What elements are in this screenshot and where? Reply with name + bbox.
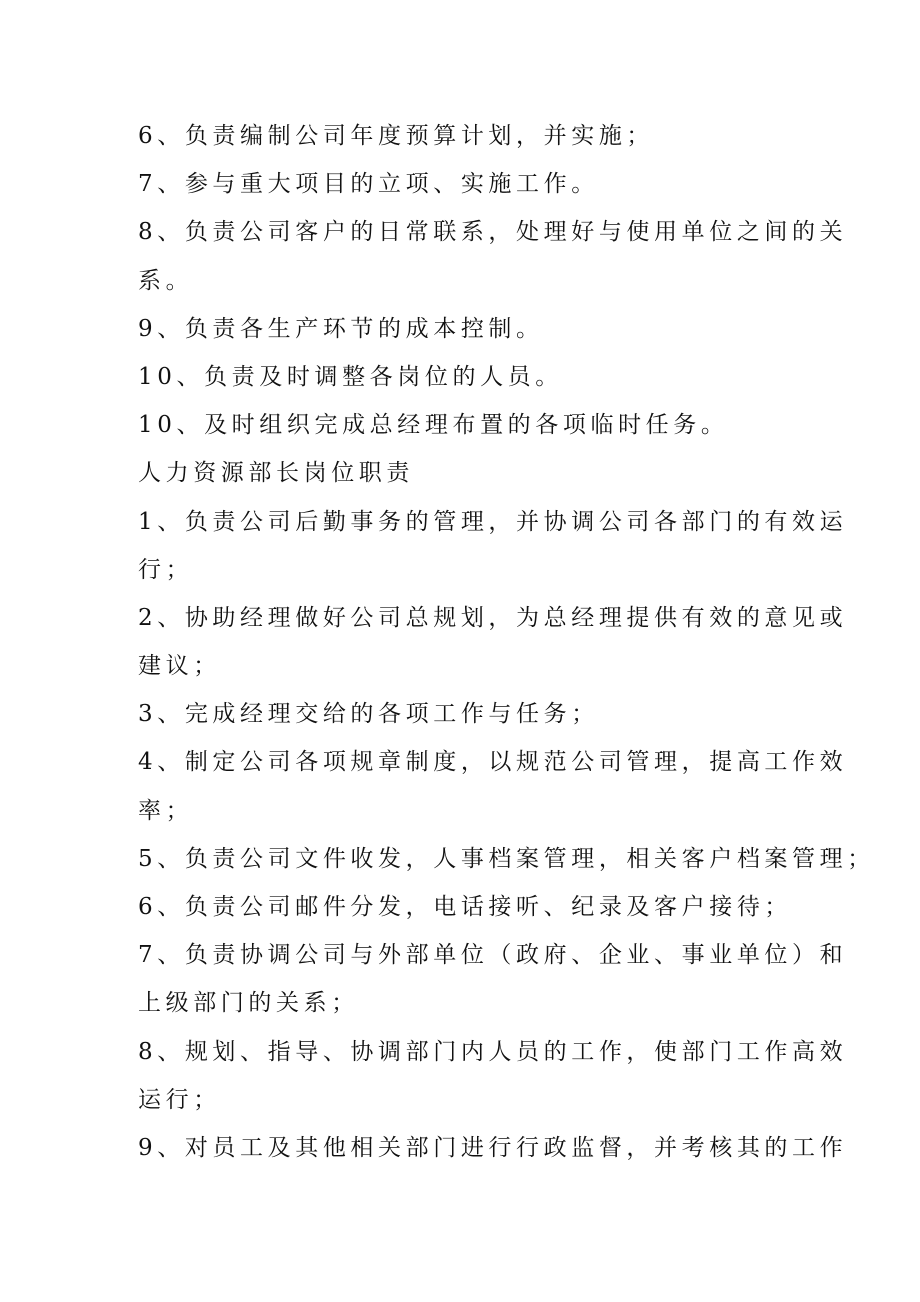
text-line: 6、负责编制公司年度预算计划，并实施；	[138, 123, 655, 149]
text-line: 5、负责公司文件收发，人事档案管理，相关客户档案管理；	[138, 845, 875, 872]
text-line: 10、负责及时调整各岗位的人员。	[138, 363, 563, 390]
text-line: 2、协助经理做好公司总规划，为总经理提供有效的意见或	[138, 604, 848, 631]
text-line: 系。	[138, 267, 194, 294]
text-line: 3、完成经理交给的各项工作与任务；	[138, 701, 599, 728]
text-line: 7、参与重大项目的立项、实施工作。	[138, 171, 599, 198]
text-line: 10、及时组织完成总经理布置的各项临时任务。	[138, 412, 729, 439]
text-line: 上级部门的关系；	[138, 990, 359, 1017]
text-line: 行；	[138, 556, 194, 583]
text-line: 6、负责公司邮件分发，电话接听、纪录及客户接待；	[138, 894, 793, 920]
text-line: 建议；	[138, 653, 221, 680]
text-line: 9、对员工及其他相关部门进行行政监督，并考核其的工作	[138, 1134, 848, 1161]
text-line: 运行；	[138, 1086, 221, 1113]
section-heading: 人力资源部长岗位职责	[138, 460, 414, 487]
text-line: 4、制定公司各项规章制度，以规范公司管理，提高工作效	[138, 749, 848, 776]
text-line: 7、负责协调公司与外部单位（政府、企业、事业单位）和	[138, 942, 848, 969]
text-line: 率；	[138, 797, 194, 824]
text-line: 8、规划、指导、协调部门内人员的工作，使部门工作高效	[138, 1038, 848, 1065]
document-body	[138, 112, 875, 1172]
text-line: 8、负责公司客户的日常联系，处理好与使用单位之间的关	[138, 219, 848, 246]
text-line: 1、负责公司后勤事务的管理，并协调公司各部门的有效运	[138, 508, 848, 535]
text-line: 9、负责各生产环节的成本控制。	[138, 315, 544, 342]
